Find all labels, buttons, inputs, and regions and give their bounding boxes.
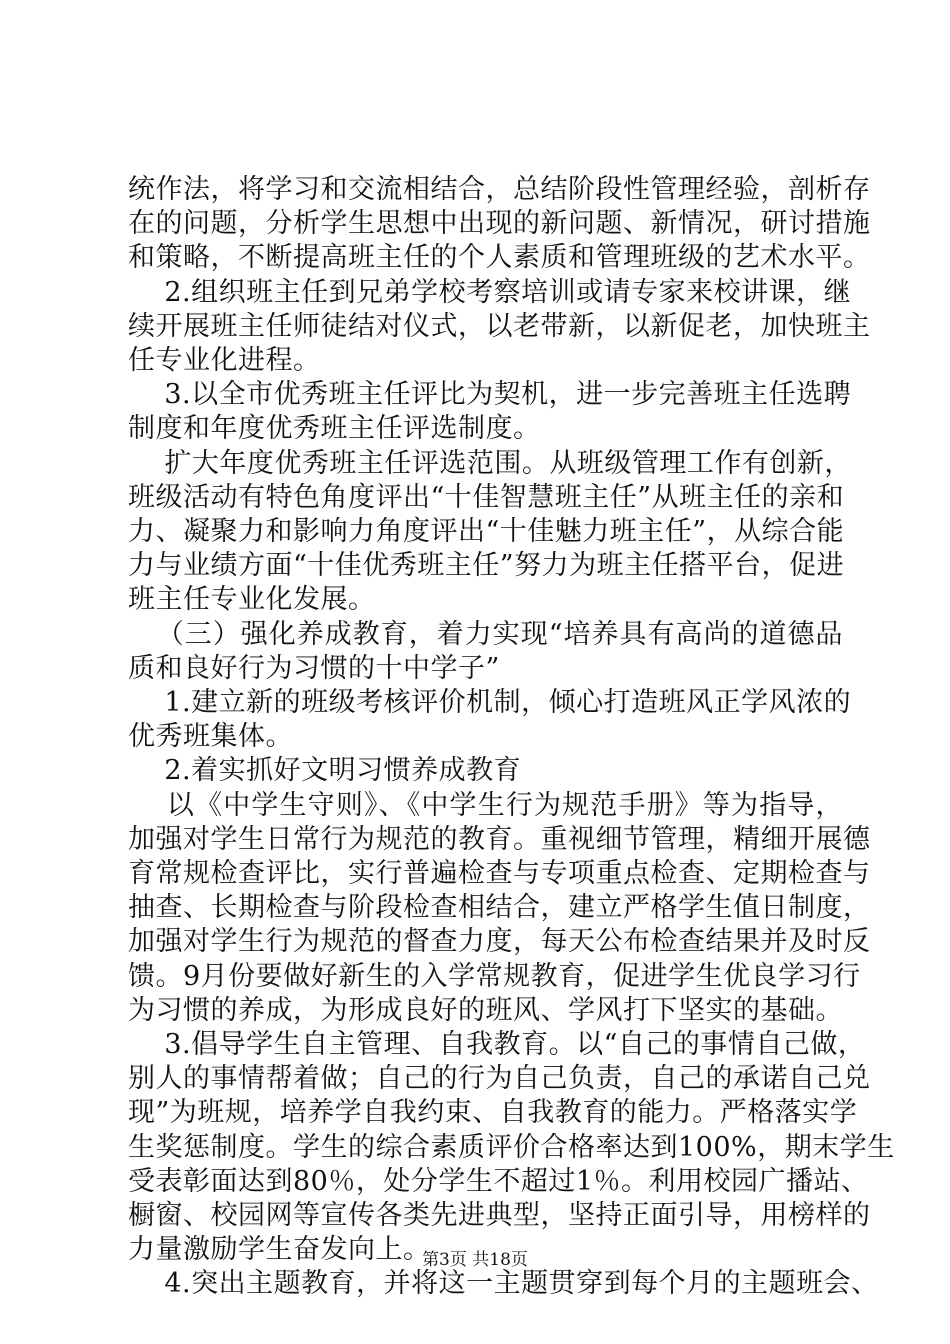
- text-line: 力与业绩方面“十佳优秀班主任”努力为班主任搭平台，促进: [128, 550, 845, 582]
- text-line: 受表彰面达到80％，处分学生不超过1％。利用校园广播站、: [128, 1165, 869, 1197]
- text-line: 在的问题，分析学生思想中出现的新问题、新情况，研讨措施: [128, 208, 871, 240]
- text-line: 任专业化进程。: [128, 345, 321, 376]
- text-line: 优秀班集体。: [128, 721, 293, 753]
- text-line: 3.倡导学生自主管理、自我教育。以“自己的事情自己做，: [128, 1029, 866, 1060]
- text-line: 续开展班主任师徒结对仪式，以老带新，以新促老，加快班主: [128, 310, 871, 342]
- text-line: 2.组织班主任到兄弟学校考察培训或请专家来校讲课，继: [128, 276, 852, 308]
- text-line: 制度和年度优秀班主任评选制度。: [128, 413, 541, 445]
- text-line: 扩大年度优秀班主任评选范围。从班级管理工作有创新，: [128, 447, 852, 479]
- text-line: 馈。9月份要做好新生的入学常规教育，促进学生优良学习行: [128, 960, 861, 992]
- text-line: 班主任专业化发展。: [128, 584, 376, 616]
- text-line: 以《中学生守则》、《中学生行为规范手册》等为指导，: [128, 789, 843, 821]
- text-line: 1.建立新的班级考核评价机制，倾心打造班风正学风浓的: [128, 687, 852, 718]
- text-line: 4.突出主题教育，并将这一主题贯穿到每个月的主题班会、: [128, 1268, 879, 1300]
- text-line: 加强对学生日常行为规范的教育。重视细节管理，精细开展德: [128, 823, 871, 855]
- text-line: 和策略，不断提高班主任的个人素质和管理班级的艺术水平。: [128, 242, 871, 274]
- text-line: 育常规检查评比，实行普遍检查与专项重点检查、定期检查与: [128, 858, 871, 889]
- text-line: 质和良好行为习惯的十中学子”: [128, 652, 500, 684]
- text-line: 抽查、长期检查与阶段检查相结合，建立严格学生值日制度，: [128, 892, 871, 924]
- text-line: 班级活动有特色角度评出“十佳智慧班主任”从班主任的亲和: [128, 481, 845, 513]
- page-footer: 第3页 共18页: [422, 1250, 528, 1270]
- text-line: 橱窗、校园网等宣传各类先进典型，坚持正面引导，用榜样的: [128, 1200, 871, 1231]
- text-line: 别人的事情帮着做；自己的行为自己负责，自己的承诺自己兑: [128, 1063, 871, 1095]
- text-line: 统作法，将学习和交流相结合，总结阶段性管理经验，剖析存: [128, 174, 871, 205]
- text-line: 现”为班规，培养学自我约束、自我教育的能力。严格落实学: [128, 1097, 858, 1129]
- text-line: 力、凝聚力和影响力角度评出“十佳魅力班主任”，从综合能: [128, 516, 845, 547]
- text-line: 3.以全市优秀班主任评比为契机，进一步完善班主任选聘: [128, 379, 852, 411]
- text-line: （三）强化养成教育，着力实现“培养具有高尚的道德品: [128, 618, 843, 650]
- text-line: 加强对学生行为规范的督查力度，每天公布检查结果并及时反: [128, 926, 871, 958]
- text-line: 2.着实抓好文明习惯养成教育: [128, 755, 522, 787]
- text-line: 为习惯的养成，为形成良好的班风、学风打下坚实的基础。: [128, 994, 843, 1026]
- text-line: 力量激励学生奋发向上。: [128, 1234, 431, 1266]
- text-line: 生奖惩制度。学生的综合素质评价合格率达到100%，期末学生: [128, 1131, 895, 1163]
